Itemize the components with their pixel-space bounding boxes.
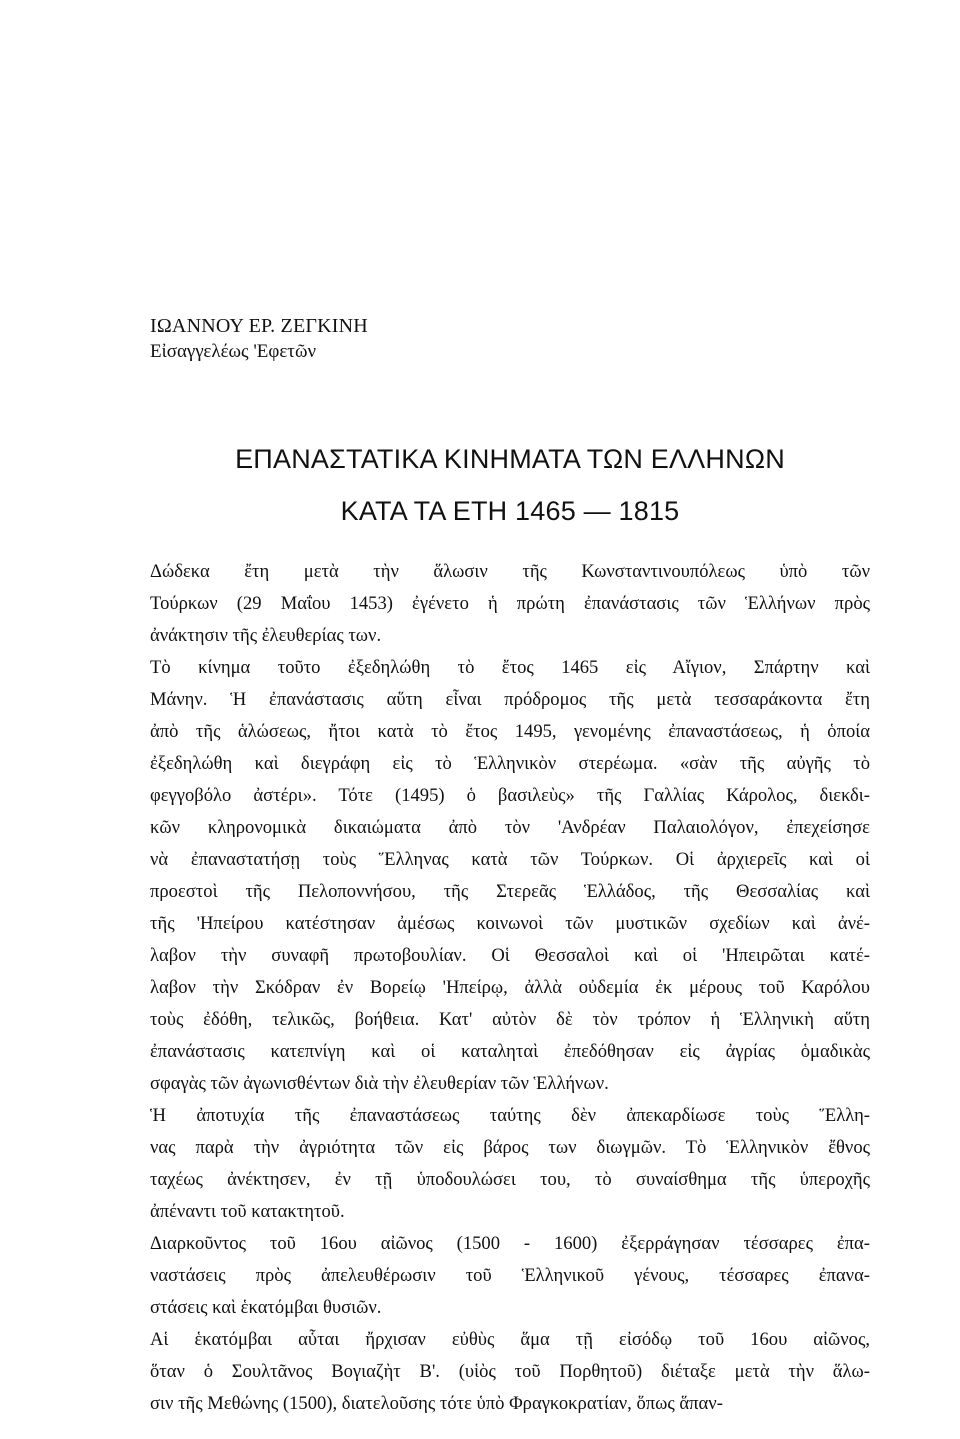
text-line: ἐξεδηλώθη καὶ διεγράφη εἰς τὸ Ἑλληνικὸν στερέωμα. «σὰν τῆς αὐγῆς τὸ: [150, 753, 870, 774]
author-block: [150, 313, 870, 364]
text-line: ταχέως ἀνέκτησεν, ἐν τῇ ὑποδουλώσει του, τὸ συναίσθημα τῆς ὑπεροχῆς: [150, 1169, 870, 1190]
paragraph: [150, 1100, 870, 1228]
text-line: προεστοὶ τῆς Πελοποννήσου, τῆς Στερεᾶς Ἑλλάδος, τῆς Θεσσαλίας καὶ: [150, 881, 870, 902]
text-line: ναστάσεις πρὸς ἀπελευθέρωσιν τοῦ Ἑλληνικοῦ γένους, τέσσαρες ἐπανα-: [150, 1265, 870, 1286]
text-line: Αἱ ἑκατόμβαι αὗται ἤρχισαν εὐθὺς ἅμα τῇ εἰσόδῳ τοῦ 16ου αἰῶνος,: [150, 1329, 870, 1350]
paragraph: [150, 556, 870, 652]
text-line: κῶν κληρονομικὰ δικαιώματα ἀπὸ τὸν 'Ανδρέαν Παλαιολόγον, ἐπεχείσησε: [150, 817, 870, 838]
text-line: ἀπὸ τῆς ἁλώσεως, ἤτοι κατὰ τὸ ἔτος 1495, γενομένης ἐπαναστάσεως, ἡ ὁποία: [150, 721, 870, 742]
text-line: Ἡ ἀποτυχία τῆς ἐπαναστάσεως ταύτης δὲν ἀπεκαρδίωσε τοὺς Ἕλλη-: [150, 1105, 870, 1126]
text-line: τῆς 'Ηπείρου κατέστησαν ἀμέσως κοινωνοὶ τῶν μυστικῶν σχεδίων καὶ ἀνέ-: [150, 913, 870, 934]
text-line: τοὺς ἐδόθη, τελικῶς, βοήθεια. Κατ' αὐτὸν δὲ τὸν τρόπον ἡ Ἑλληνικὴ αὕτη: [150, 1009, 870, 1030]
text-line: νας παρὰ τὴν ἀγριότητα τῶν εἰς βάρος των διωγμῶν. Τὸ Ἑλληνικὸν ἔθνος: [150, 1137, 870, 1158]
title-line-2: ΚΑΤΑ ΤΑ ΕΤΗ 1465 — 1815: [340, 496, 680, 526]
text-line: στάσεις καὶ ἑκατόμβαι θυσιῶν.: [150, 1297, 382, 1318]
text-line: ἐπανάστασις κατεπνίγη καὶ οἱ καταληταὶ ἐπεδόθησαν εἰς ἀγρίας ὁμαδικὰς: [150, 1041, 870, 1062]
paragraph: [150, 1324, 870, 1420]
paragraph: [150, 652, 870, 1100]
text-line: σφαγὰς τῶν ἀγωνισθέντων διὰ τὴν ἐλευθερίαν τῶν Ἑλλήνων.: [150, 1073, 609, 1094]
article-title: [150, 433, 870, 537]
text-line: Μάνην. Ἡ ἐπανάστασις αὕτη εἶναι πρόδρομος τῆς μετὰ τεσσαράκοντα ἔτη: [150, 689, 870, 710]
text-line: σιν τῆς Μεθώνης (1500), διατελοῦσης τότε ὑπὸ Φραγκοκρατίαν, ὅπως ἅπαν-: [150, 1393, 723, 1414]
text-line: λαβον τὴν συναφῆ πρωτοβουλίαν. Οἱ Θεσσαλοὶ καὶ οἱ 'Ηπειρῶται κατέ-: [150, 945, 870, 966]
author-title: Εἰσαγγελέως 'Εφετῶν: [150, 341, 317, 362]
document-page: [150, 0, 870, 1439]
text-line: Τὸ κίνημα τοῦτο ἐξεδηλώθη τὸ ἔτος 1465 εἰς Αἴγιον, Σπάρτην καὶ: [150, 657, 870, 678]
text-line: ἀπέναντι τοῦ κατακτητοῦ.: [150, 1201, 345, 1222]
text-line: νὰ ἐπαναστατήσῃ τοὺς Ἕλληνας κατὰ τῶν Τούρκων. Οἱ ἀρχιερεῖς καὶ οἱ: [150, 849, 870, 870]
body-text: [150, 556, 870, 1420]
text-line: φεγγοβόλο ἀστέρι». Τότε (1495) ὁ βασιλεὺς» τῆς Γαλλίας Κάρολος, διεκδι-: [150, 785, 870, 806]
text-line: Τούρκων (29 Μαΐου 1453) ἐγένετο ἡ πρώτη ἐπανάστασις τῶν Ἑλλήνων πρὸς: [150, 593, 870, 614]
author-name: ΙΩΑΝΝΟΥ ΕΡ. ΖΕΓΚΙΝΗ: [150, 315, 368, 337]
text-line: Διαρκοῦντος τοῦ 16ου αἰῶνος (1500 - 1600) ἐξερράγησαν τέσσαρες ἐπα-: [150, 1233, 870, 1254]
title-line-1: ΕΠΑΝΑΣΤΑΤΙΚΑ ΚΙΝΗΜΑΤΑ ΤΩΝ ΕΛΛΗΝΩΝ: [235, 444, 785, 474]
text-line: ὅταν ὁ Σουλτᾶνος Βογιαζὴτ Β'. (υἱὸς τοῦ Πορθητοῦ) διέταξε μετὰ τὴν ἅλω-: [150, 1361, 870, 1382]
text-line: λαβον τὴν Σκόδραν ἐν Βορείῳ 'Ηπείρῳ, ἀλλὰ οὐδεμία ἐκ μέρους τοῦ Καρόλου: [150, 977, 870, 998]
text-line: Δώδεκα ἔτη μετὰ τὴν ἅλωσιν τῆς Κωνσταντινουπόλεως ὑπὸ τῶν: [150, 561, 870, 582]
text-line: ἀνάκτησιν τῆς ἐλευθερίας των.: [150, 625, 382, 646]
paragraph: [150, 1228, 870, 1324]
